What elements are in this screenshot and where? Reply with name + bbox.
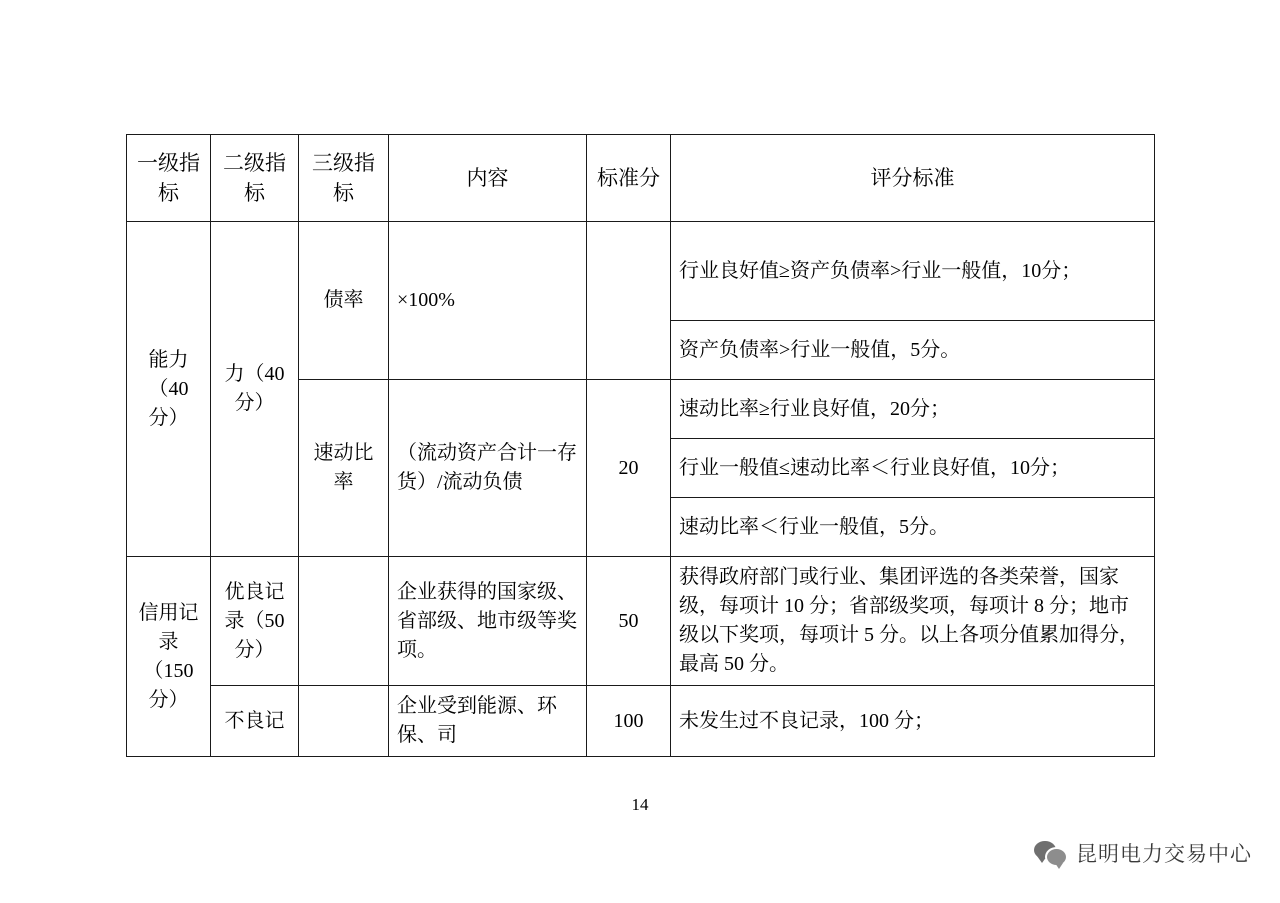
cell-criteria: 行业一般值≤速动比率＜行业良好值，10分； [671,439,1155,498]
cell-criteria: 行业良好值≥资产负债率>行业一般值，10分； [671,222,1155,321]
footer-account-badge [1034,838,1252,868]
header-level1: 一级指标 [127,135,211,222]
page-number: 14 [631,795,649,814]
footer-account-name: 昆明电力交易中心 [1076,842,1252,866]
cell-level3-empty [299,686,389,757]
cell-criteria: 资产负债率>行业一般值，5分。 [671,321,1155,380]
cell-score-debt-ratio [587,222,671,380]
cell-score-awards: 50 [587,557,671,686]
cell-level2-bad-record: 不良记 [211,686,299,757]
table-row [127,222,1155,321]
header-content: 内容 [389,135,587,222]
cell-criteria: 速动比率＜行业一般值，5分。 [671,498,1155,557]
cell-content-awards: 企业获得的国家级、省部级、地市级等奖项。 [389,557,587,686]
cell-level2-good-record: 优良记录（50分） [211,557,299,686]
cell-criteria: 未发生过不良记录，100 分； [671,686,1155,757]
cell-content-quick-ratio: （流动资产合计一存货）/流动负债 [389,380,587,557]
table-row [127,557,1155,686]
table-header-row [127,135,1155,222]
cell-level3-empty [299,557,389,686]
cell-content-debt-ratio: ×100% [389,222,587,380]
cell-level2-ability: 力（40分） [211,222,299,557]
cell-level3-debt-ratio: 债率 [299,222,389,380]
cell-level1-credit-record: 信用记录（150分） [127,557,211,757]
cell-level1-ability: 能力（40分） [127,222,211,557]
wechat-icon [1034,840,1068,866]
header-level2: 二级指标 [211,135,299,222]
table-row [127,686,1155,757]
header-scoring-criteria: 评分标准 [671,135,1155,222]
cell-level3-quick-ratio: 速动比率 [299,380,389,557]
cell-criteria: 速动比率≥行业良好值，20分； [671,380,1155,439]
header-standard-score: 标准分 [587,135,671,222]
cell-score-penalty: 100 [587,686,671,757]
cell-content-penalty: 企业受到能源、环保、司 [389,686,587,757]
scoring-criteria-table [126,134,1155,757]
header-level3: 三级指标 [299,135,389,222]
cell-criteria: 获得政府部门或行业、集团评选的各类荣誉，国家级，每项计 10 分；省部级奖项，每项计 8 分；地市级以下奖项，每项计 5 分。以上各项分值累加得分，最高 50 分。 [671,557,1155,686]
cell-score-quick-ratio: 20 [587,380,671,557]
